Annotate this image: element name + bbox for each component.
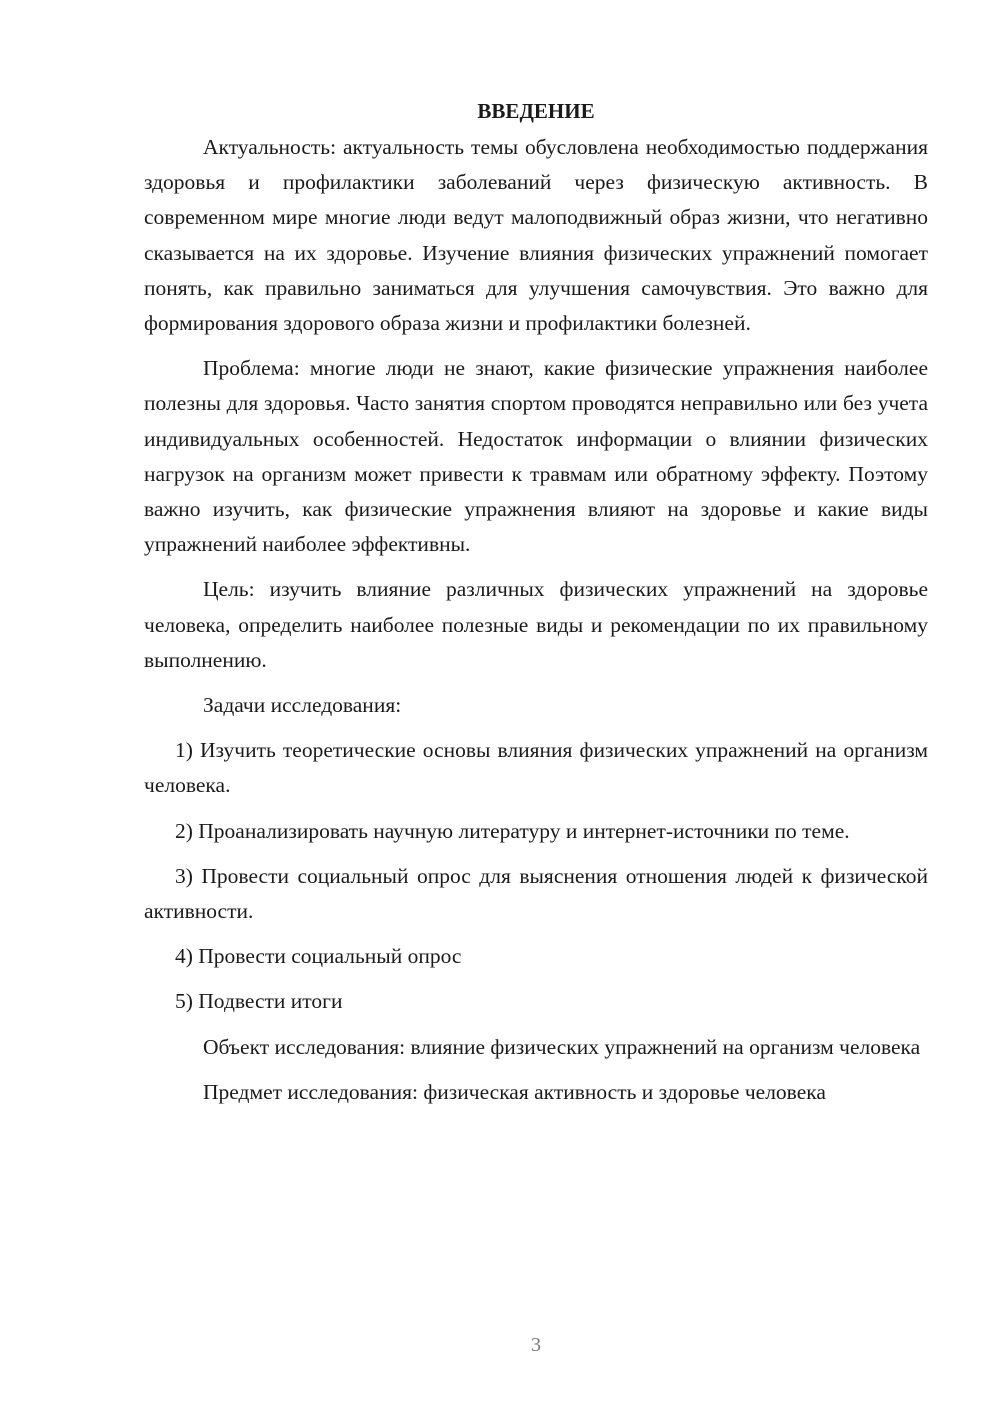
task-item-4: 4) Провести социальный опрос (175, 944, 462, 969)
task-item-1: 1) Изучить теоретические основы влияния физических упражнений на организм человека. (144, 738, 928, 798)
tasks-heading: Задачи исследования: (203, 693, 402, 718)
document-page (144, 96, 928, 1120)
paragraph-goal: Цель: изучить влияние различных физических упражнений на здоровье человека, определить наиболее полезные виды и рекомендации по их правильному выполнению. (144, 577, 928, 672)
paragraph-problem: Проблема: многие люди не знают, какие физические упражнения наиболее полезны для здоровья. Часто занятия спортом проводятся неправильно или без учета индивидуальных особенностей. Недостаток информации о влиянии физических нагрузок на организм может привести к травмам или обратному эффекту. Поэтому важно изучить, как физические упражнения влияют на здоровье и какие виды упражнений наиболее эффективны. (144, 356, 928, 557)
paragraph-subject: Предмет исследования: физическая активность и здоровье человека (203, 1079, 826, 1104)
paragraph-relevance: Актуальность: актуальность темы обусловлена необходимостью поддержания здоровья и профилактики заболеваний через физическую активность. В современном мире многие люди ведут малоподвижный образ жизни, что негативно сказывается на их здоровье. Изучение влияния физических упражнений помогает понять, как правильно заниматься для улучшения самочувствия. Это важно для формирования здорового образа жизни и профилактики болезней. (144, 135, 928, 336)
task-item-2: 2) Проанализировать научную литературу и интернет-источники по теме. (175, 818, 850, 843)
page-number: 3 (531, 1334, 541, 1356)
task-item-3: 3) Провести социальный опрос для выяснения отношения людей к физической активности. (144, 863, 928, 924)
page-title: ВВЕДЕНИЕ (477, 99, 595, 123)
task-item-5: 5) Подвести итоги (175, 989, 343, 1014)
paragraph-object: Объект исследования: влияние физических упражнений на организм человека (203, 1034, 921, 1059)
